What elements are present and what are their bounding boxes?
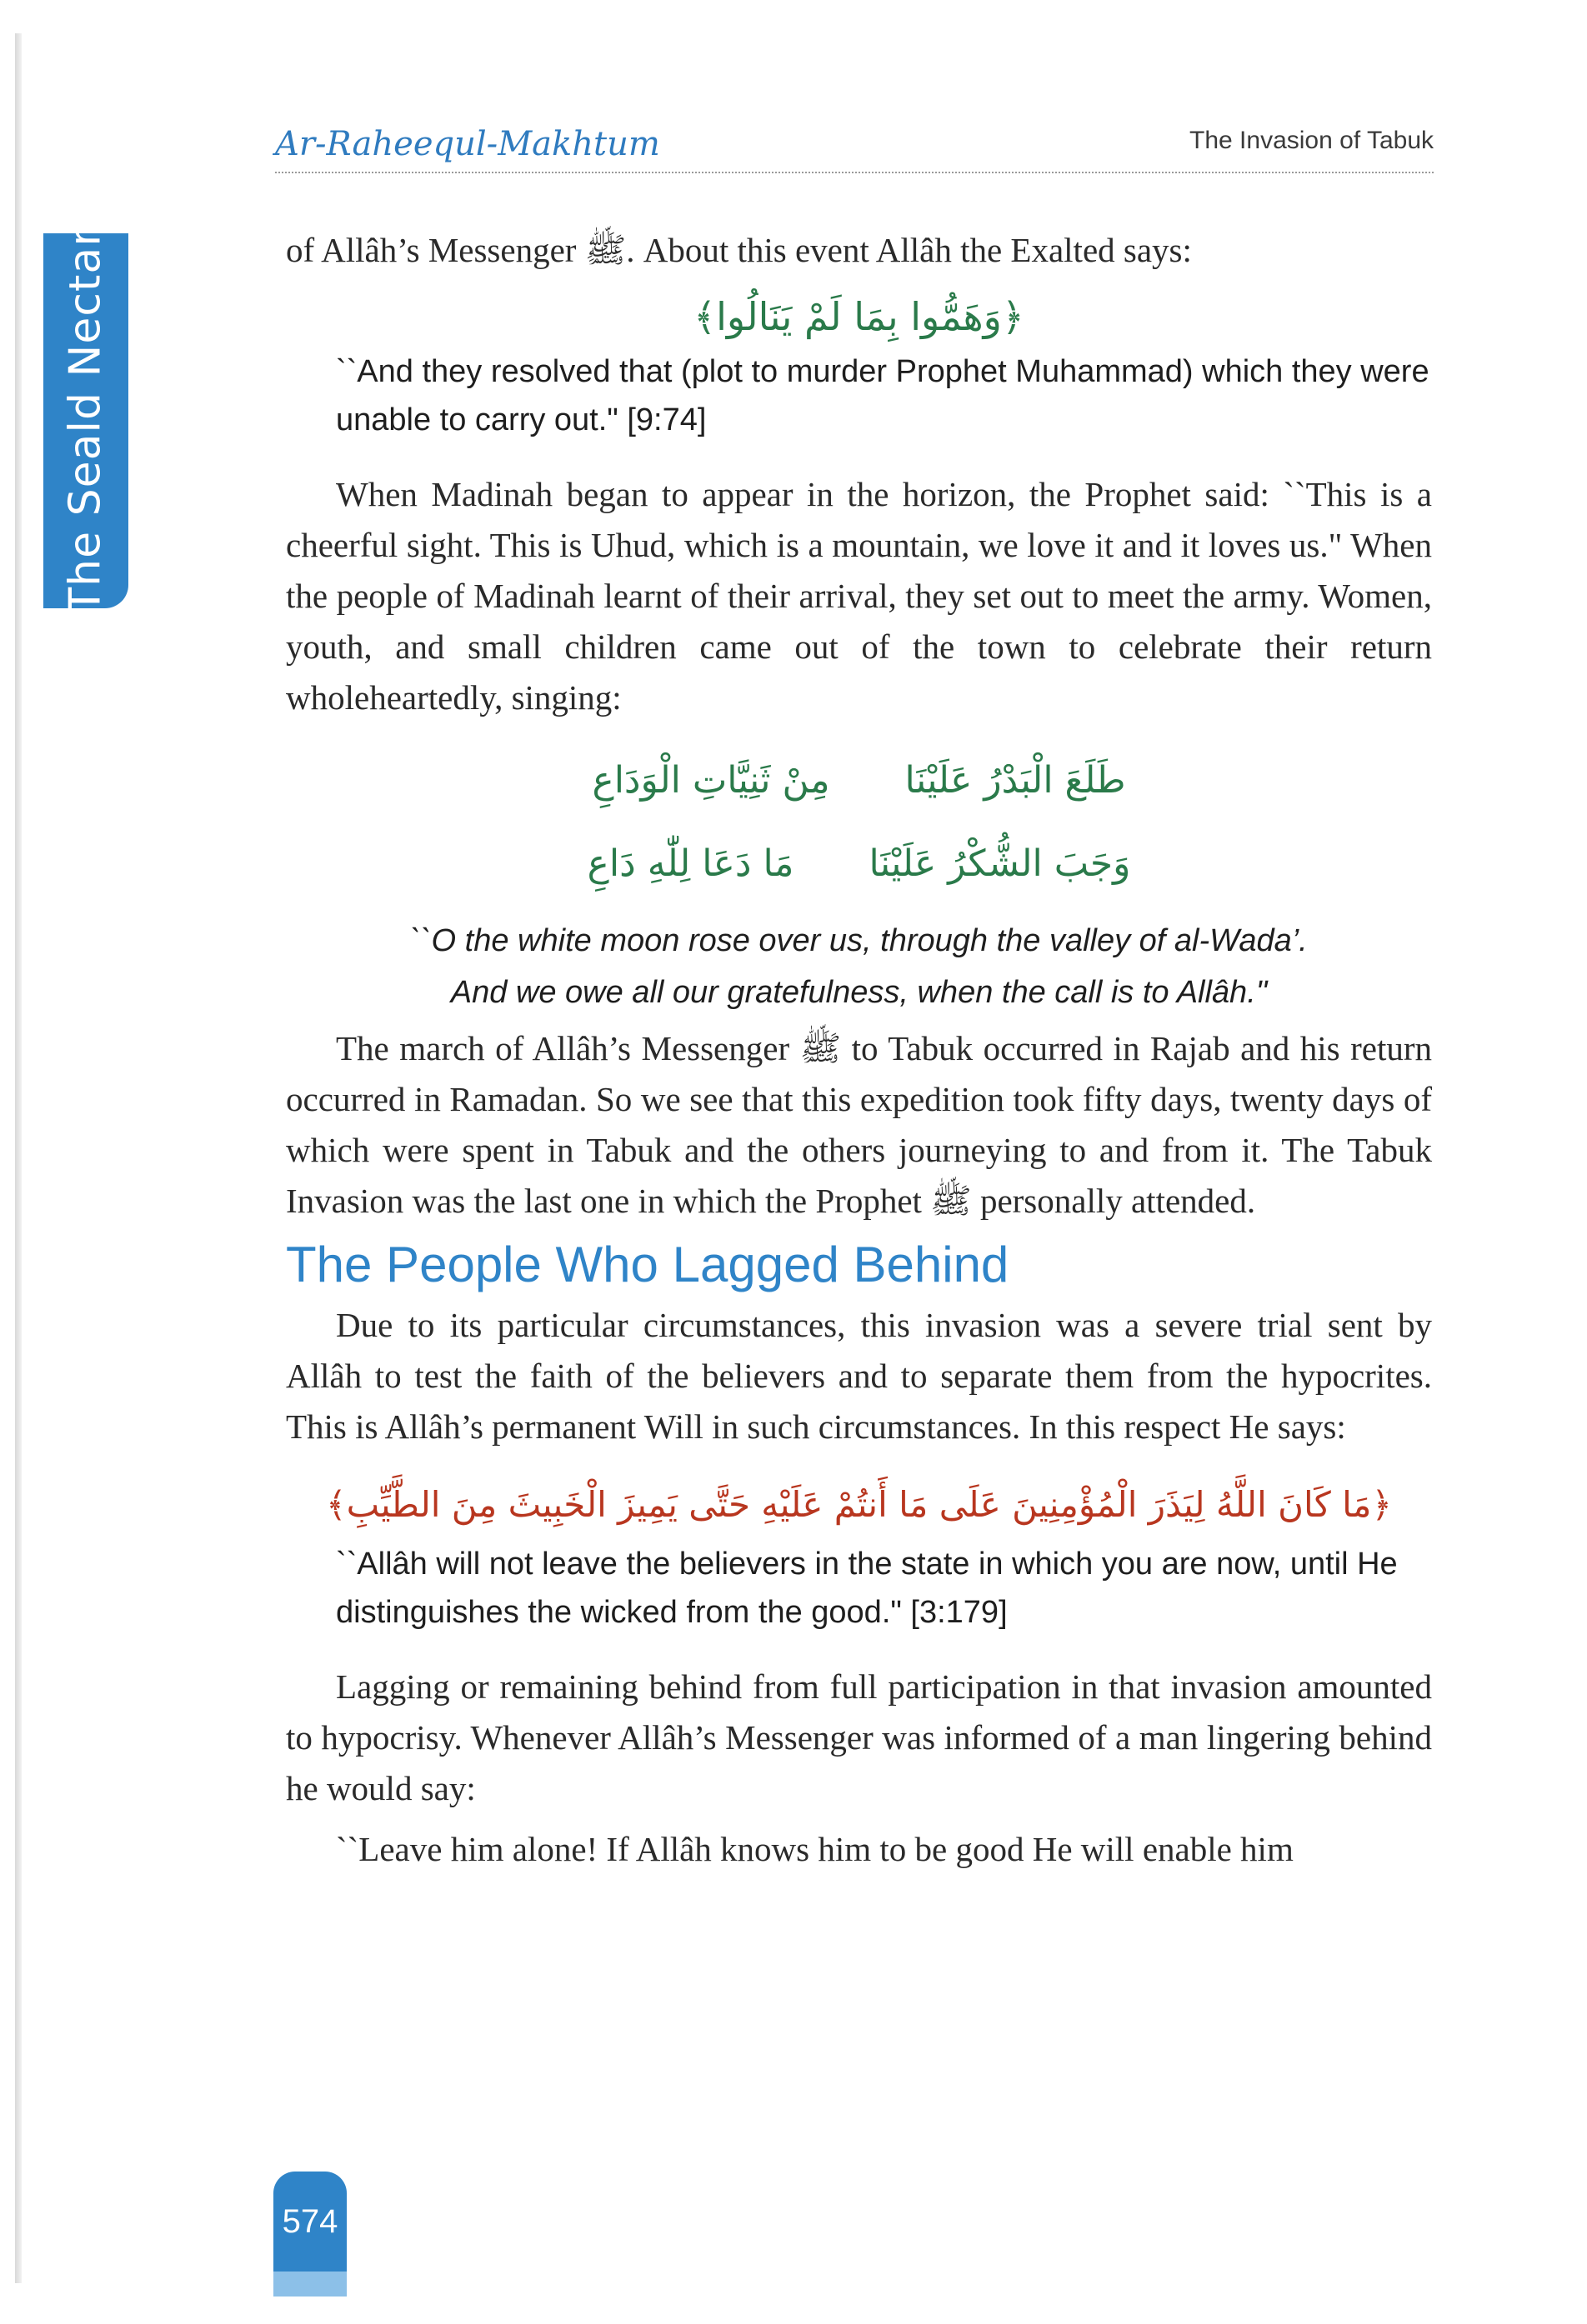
poem-translation-line-2: And we owe all our gratefulness, when the call is to Allâh." [450, 975, 1268, 1010]
poem-line-2-left: مَا دَعَا لِلّٰهِ دَاعِ [587, 842, 794, 885]
poem-line-1 [286, 738, 1432, 822]
paragraph-march: The march of Allâh’s Messenger ﷺ to Tabuk occurred in Rajab and his return occurred in Ramadan. So we see that this expedition took fifty days, twenty days of which were spent in Tabuk and the others journeying to and from it. The Tabuk Invasion was the last one in which the Prophet ﷺ personally attended. [286, 1029, 1432, 1220]
poem-line-1-right: طَلَعَ الْبَدْرُ عَلَيْنَا [904, 758, 1126, 802]
section-heading: The People Who Lagged Behind [286, 1237, 1009, 1292]
side-tab [43, 227, 128, 614]
poem-translation-line-1: ``O the white moon rose over us, through the valley of al-Wada’. [410, 923, 1308, 958]
verse-translation-9-74: ``And they resolved that (plot to murder Prophet Muhammad) which they were unable to carry out." [9:74] [336, 354, 1429, 437]
verse-arabic-9-74: ﴿وَهَمُّوا بِمَا لَمْ يَنَالُوا﴾ [693, 294, 1024, 339]
page-gutter-edge [15, 33, 22, 2283]
verse-translation-3-179: ``Allâh will not leave the believers in the state in which you are now, until He distinguishes the wicked from the good." [3:179] [336, 1547, 1398, 1630]
paragraph-trial: Due to its particular circumstances, this invasion was a severe trial sent by Allâh to test the faith of the believers and to separate them from the hypocrites. This is Allâh’s permanent Will in such circumstances. In this respect He says: [286, 1306, 1432, 1446]
poem-line-2 [286, 822, 1432, 905]
poem-translation [286, 915, 1432, 1018]
poem-line-1-left: مِنْ ثَنِيَّاتِ الْوَدَاعِ [592, 758, 830, 802]
page-number-bar [273, 2272, 347, 2297]
paragraph-intro: of Allâh’s Messenger ﷺ. About this event Allâh the Exalted says: [286, 231, 1192, 269]
verse-arabic-3-179: ﴿مَا كَانَ اللَّهُ لِيَذَرَ الْمُؤْمِنِينَ عَلَى مَا أَنتُمْ عَلَيْهِ حَتَّى يَمِيزَ الْخَبِيثَ مِنَ الطَّيِّبِ﴾ [326, 1484, 1392, 1525]
page-body [286, 225, 1432, 1875]
page-number: 574 [273, 2172, 347, 2272]
paragraph-lagging: Lagging or remaining behind from full participation in that invasion amounted to hypocrisy. Whenever Allâh’s Messenger was informed of a man lingering behind he would say: [286, 1667, 1432, 1807]
chapter-title: The Invasion of Tabuk [1189, 127, 1434, 154]
book-title: Ar-Raheequl-Makhtum [275, 125, 660, 163]
running-header [275, 125, 1434, 173]
paragraph-leave-him: ``Leave him alone! If Allâh knows him to be good He will enable him [336, 1830, 1294, 1868]
poem-line-2-right: وَجَبَ الشُّكْرُ عَلَيْنَا [869, 842, 1131, 885]
poem-arabic [286, 738, 1432, 905]
paragraph-madinah: When Madinah began to appear in the horizon, the Prophet said: ``This is a cheerful sight. This is Uhud, which is a mountain, we love it and it loves us." When the people of Madinah learnt of their arrival, they set out to meet the army. Women, youth, and small children came out of the town to celebrate their return wholeheartedly, singing: [286, 475, 1432, 717]
side-tab-label: The Seald Nectar [61, 227, 111, 614]
